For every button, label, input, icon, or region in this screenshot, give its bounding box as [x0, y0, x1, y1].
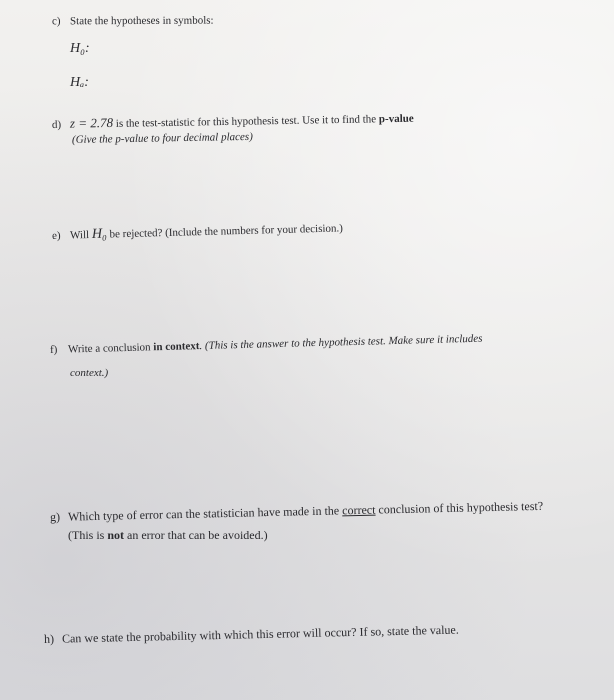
question-c-text: State the hypotheses in symbols: — [69, 14, 214, 28]
in-context-term: in context — [153, 340, 200, 354]
question-c — [52, 14, 214, 29]
question-letter-c: c) — [51, 15, 61, 28]
question-letter-f: f) — [49, 343, 58, 356]
h0-label: H₀: — [70, 41, 90, 56]
question-f-text-end: . (This is the answer to the hypothesis test. Make sure it includes — [199, 332, 483, 353]
question-d-text: is the test-statistic for this hypothesis test. Use it to find the — [115, 113, 377, 130]
question-letter-g: g) — [49, 509, 61, 524]
p-value-term: p-value — [378, 112, 414, 126]
question-h — [44, 623, 459, 646]
ha-label: Hₐ: — [70, 75, 89, 90]
question-g-note — [68, 528, 268, 542]
not-term: not — [107, 528, 125, 542]
question-letter-d: d) — [51, 118, 62, 131]
correct-term: correct — [342, 502, 376, 518]
question-g — [50, 499, 543, 524]
question-d — [52, 111, 414, 132]
question-e-text-start: Will — [69, 229, 90, 242]
question-g-note-start: (This is — [68, 528, 105, 542]
question-h-text: Can we state the probability with which this error will occur? If so, state the value. — [61, 622, 459, 646]
question-letter-h: h) — [43, 631, 55, 646]
question-g-text-start: Which type of error can the statistician have made in the — [67, 503, 340, 524]
h0-symbol: H₀ — [91, 226, 108, 242]
question-f-text-start: Write a conclusion — [67, 341, 151, 356]
question-f — [50, 332, 483, 357]
question-d-note: (Give the p-value to four decimal places) — [71, 130, 253, 146]
question-letter-e: e) — [51, 229, 61, 242]
question-e-text-end: be rejected? (Include the numbers for your decision.) — [109, 222, 344, 241]
question-g-note-end: an error that can be avoided.) — [127, 528, 268, 542]
question-f-note: context.) — [70, 367, 109, 379]
question-e — [52, 221, 343, 243]
question-g-text-end: conclusion of this hypothesis test? — [378, 498, 544, 517]
z-statistic: z = 2.78 — [69, 114, 114, 131]
